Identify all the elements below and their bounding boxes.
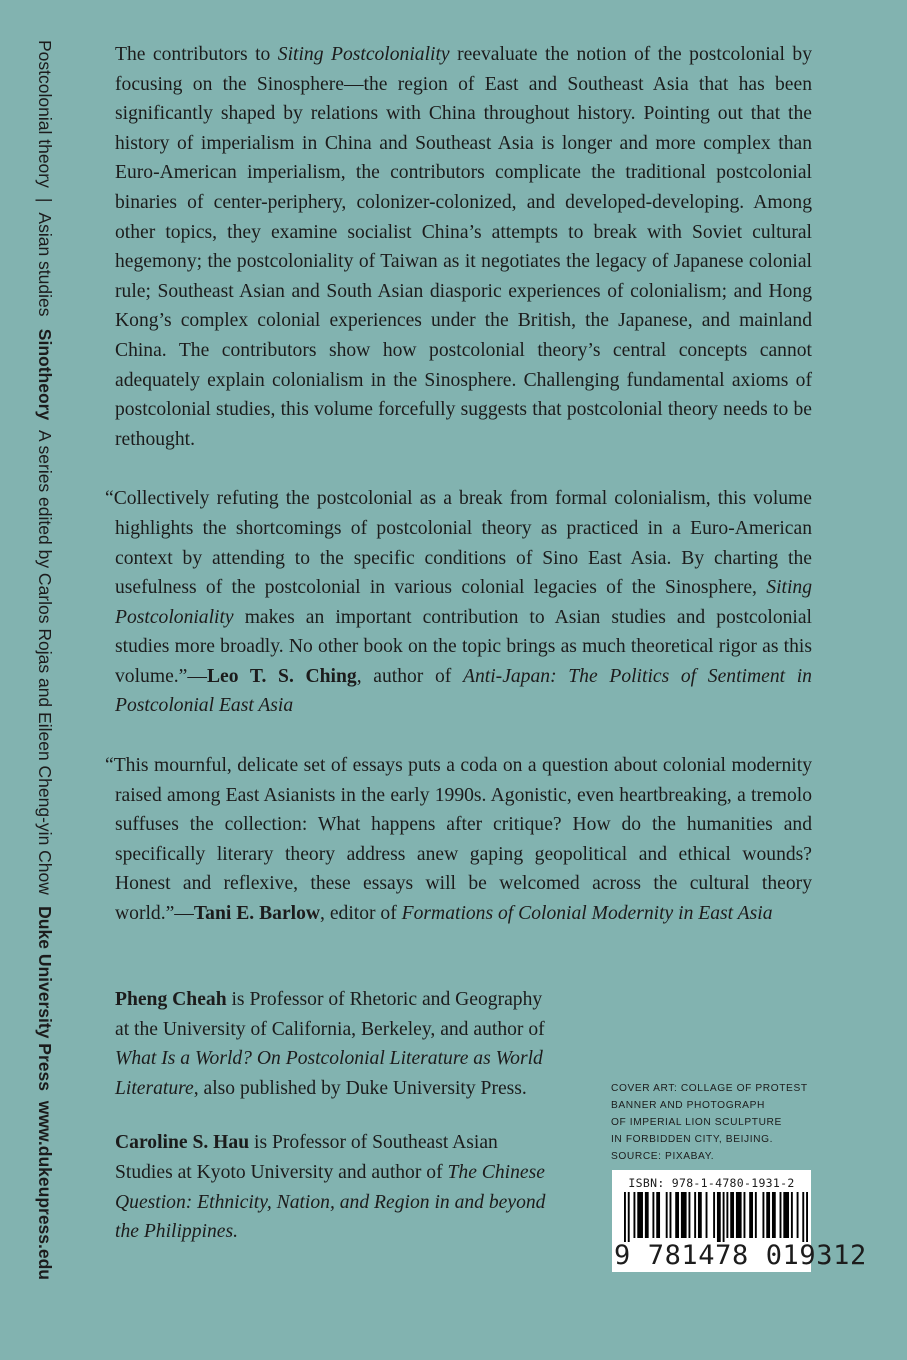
isbn-label: ISBN: 978-1-4780-1931-2 — [628, 1176, 795, 1190]
barcode-bar — [628, 1192, 630, 1242]
side-column — [28, 40, 62, 1280]
publisher-name: Duke University Press — [35, 906, 56, 1091]
category-separator: | — [35, 197, 56, 203]
book-title: Siting Postcoloniality — [277, 44, 450, 65]
endorser-name: Leo T. S. Ching — [206, 665, 357, 687]
series-note: A series edited by Carlos Rojas and Eileen Cheng-yin Chow — [35, 429, 56, 895]
barcode-bar — [652, 1192, 654, 1238]
barcode-bar — [624, 1192, 626, 1242]
book-description: The contributors to Siting Postcoloniality reevaluate the notion of the postcolonial by focusing on the Sinosphere—the region of East and Southeast Asia that has been significantly shaped by relations with China throughout history. Pointing out that the history of imperialism in China and Southeast Asia is longer and more complex than Euro-American imperialism, the contributors complicate the traditional postcolonial binaries of center-periphery, colonizer-colonized, and developed-developing. Among other topics, they examine socialist China’s attempts to break with Soviet cultural hegemony; the postcoloniality of Taiwan as it negotiates the legacy of Japanese colonial rule; Southeast Asian and South Asian diasporic experiences of colonialism; and Hong Kong’s complex colonial experiences under the British, the Japanese, and mainland China. The contributors show how postcolonial theory’s central concepts cannot adequately explain colonialism in the Sinosphere. Challenging fundamental axioms of postcolonial studies, this volume forcefully suggests that postcolonial theory needs to be rethought. — [115, 44, 813, 450]
endorser-book: Formations of Colonial Modernity in East Asia — [401, 903, 773, 925]
endorser-name: Tani E. Barlow — [193, 903, 321, 925]
barcode-bar — [698, 1192, 702, 1238]
barcode-bar — [736, 1192, 742, 1238]
endorsement-ching: “Collectively refuting the postcolonial as a break from formal colonialism, this volume highlights the shortcomings of postcolonial theory as practiced in a Euro-American context by attending to the specific conditions of Sino East Asia. By charting the usefulness of the postcolonial in various colonial legacies of the Sinosphere, Siting Postcoloniality makes an important contribution to Asian studies and postcolonial studies more broadly. No other book on the topic brings as much theoretical rigor as this volume.”—Leo T. S. Ching, author of Anti-Japan: The Politics of Sentiment in Postcolonial East Asia — [105, 488, 812, 717]
editor-bios — [115, 985, 560, 1247]
endorser-book: Anti-Japan: The Politics of Sentiment in Postcolonial East Asia — [115, 665, 812, 717]
category-secondary: Asian studies — [35, 212, 56, 317]
bio-book: The Chinese Question: Ethnicity, Nation, and Region in and beyond the Philippines. — [115, 1161, 546, 1243]
barcode-bar — [713, 1192, 715, 1238]
barcode-bar — [726, 1192, 728, 1238]
category-primary: Postcolonial theory — [35, 40, 56, 188]
barcode-bar — [749, 1192, 753, 1238]
bio-book: What Is a World? On Postcolonial Literature as World Literature — [115, 1048, 543, 1099]
barcode-bar — [797, 1192, 799, 1238]
barcode-bar — [802, 1192, 804, 1242]
barcode-bar — [645, 1192, 649, 1238]
barcode-bar — [806, 1192, 808, 1242]
bio-cheah: Pheng Cheah is Professor of Rhetoric and Geography at the University of California, Berkeley, and author of What Is a World? On Postcolonial Literature as World Literature, also published by Duke University Press. — [115, 989, 545, 1099]
barcode-bar — [675, 1192, 679, 1238]
barcode-bar — [730, 1192, 734, 1238]
barcode-bar — [755, 1192, 757, 1238]
barcode-bar — [717, 1192, 721, 1242]
barcode-bar — [744, 1192, 746, 1238]
barcode-bar — [762, 1192, 764, 1238]
barcode-bar — [681, 1192, 687, 1238]
barcode-bar — [780, 1192, 782, 1238]
barcode-bar — [706, 1192, 708, 1238]
barcode-bar — [783, 1192, 789, 1238]
endorsement-barlow: “This mournful, delicate set of essays puts a coda on a question about colonial modernity raised among East Asianists in the early 1990s. Agonistic, even heartbreaking, a tremolo suffuses the collection: What happens after critique? How do the humanities and specifically literary theory address anew gaping geopolitical and ethical wounds? Honest and reflexive, these essays will be welcomed across the cultural theory world.”—Tani E. Barlow, editor of Formations of Colonial Modernity in East Asia — [105, 755, 812, 925]
barcode-bar — [694, 1192, 696, 1238]
series-name: Sinotheory — [35, 328, 56, 421]
barcode-bar — [766, 1192, 770, 1238]
side-text — [28, 40, 62, 1280]
barcode-bar — [688, 1192, 690, 1238]
bio-name: Caroline S. Hau — [115, 1132, 250, 1154]
main-text — [105, 40, 813, 929]
publisher-website[interactable]: www.dukeupress.edu — [35, 1100, 56, 1280]
bio-hau: Caroline S. Hau is Professor of Southeast Asian Studies at Kyoto University and author of The Chinese Question: Ethnicity, Nation, and Region in and beyond the Philippines. — [115, 1132, 546, 1243]
barcode-bar — [723, 1192, 725, 1242]
barcode-bar — [666, 1192, 668, 1238]
bio-name: Pheng Cheah — [115, 989, 227, 1010]
barcode-bar — [772, 1192, 776, 1238]
barcode-bar — [670, 1192, 672, 1238]
barcode-bar — [633, 1192, 635, 1238]
barcode-bar — [791, 1192, 793, 1238]
barcode-bar — [656, 1192, 660, 1238]
isbn-barcode — [612, 1170, 867, 1272]
cover-art-credit: COVER ART: COLLAGE OF PROTEST BANNER AND PHOTOGRAPH OF IMPERIAL LION SCULPTURE IN FORBIDDEN CITY, BEIJING. SOURCE: PIXABAY. — [611, 1083, 808, 1162]
barcode-bar — [637, 1192, 643, 1238]
isbn-digits: 9 781478 019312 — [614, 1240, 867, 1271]
barcode-icon — [624, 1192, 808, 1242]
